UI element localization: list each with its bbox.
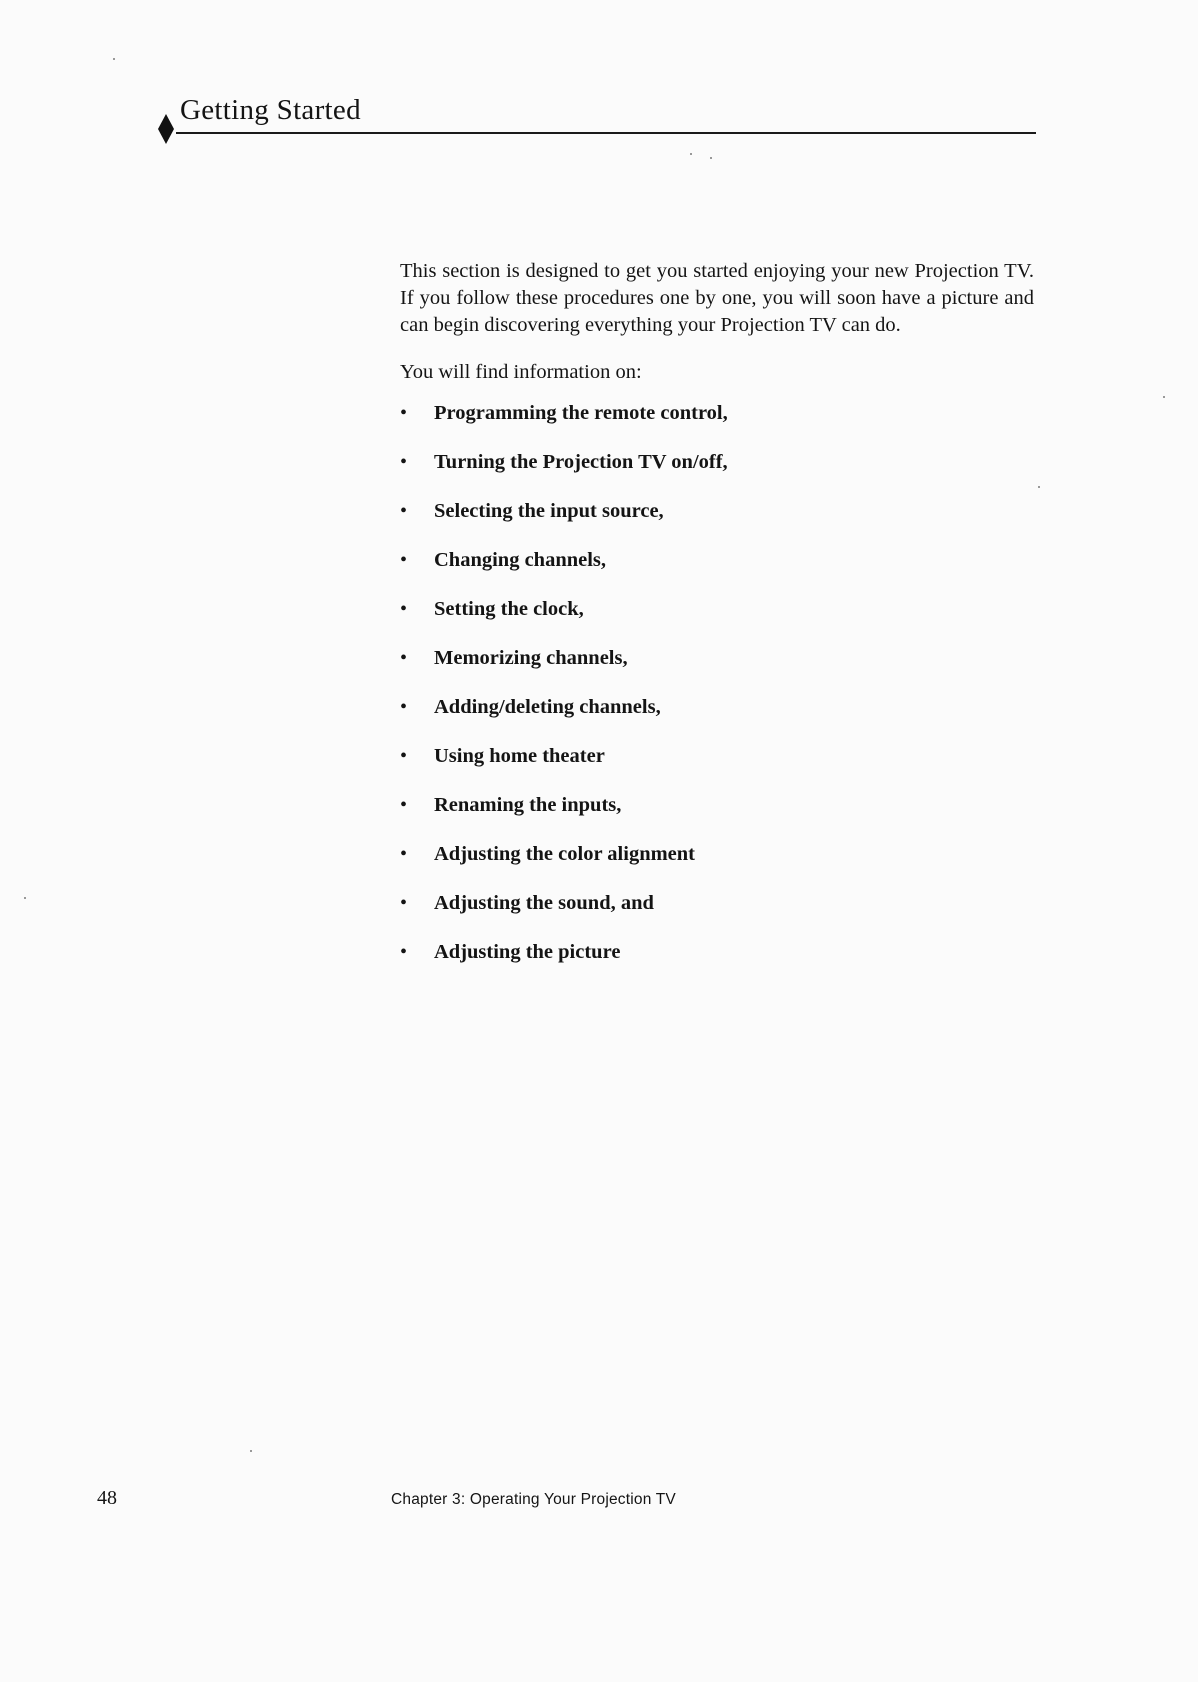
section-header (158, 92, 1036, 152)
bullet-icon: • (400, 941, 408, 963)
list-lead-in: You will find information on: (400, 361, 642, 383)
topic-label: Programming the remote control, (434, 402, 728, 424)
list-item (400, 498, 1034, 547)
section-body (400, 258, 1034, 988)
bullet-icon: • (400, 451, 408, 473)
bullet-icon: • (400, 598, 408, 620)
list-item (400, 939, 1034, 988)
topic-label: Changing channels, (434, 549, 607, 571)
scan-speck (710, 157, 712, 159)
list-item (400, 547, 1034, 596)
topic-label: Setting the clock, (434, 598, 584, 620)
diamond-icon (158, 114, 174, 144)
scan-speck (1038, 486, 1040, 488)
scan-speck (24, 897, 26, 899)
list-item (400, 841, 1034, 890)
topic-label: Adjusting the color alignment (434, 843, 696, 865)
bullet-icon: • (400, 402, 408, 424)
list-item (400, 743, 1034, 792)
topic-label: Adjusting the sound, and (434, 892, 654, 914)
list-item (400, 596, 1034, 645)
topic-label: Adjusting the picture (434, 941, 621, 963)
bullet-icon: • (400, 696, 408, 718)
topic-label: Renaming the inputs, (434, 794, 622, 816)
bullet-icon: • (400, 794, 408, 816)
list-item (400, 792, 1034, 841)
topic-label: Selecting the input source, (434, 500, 664, 522)
list-item (400, 400, 1034, 449)
header-rule (176, 132, 1036, 134)
bullet-icon: • (400, 549, 408, 571)
bullet-icon: • (400, 843, 408, 865)
bullet-icon: • (400, 745, 408, 767)
list-item (400, 694, 1034, 743)
scan-speck (113, 58, 115, 60)
bullet-icon: • (400, 647, 408, 669)
scan-speck (250, 1450, 252, 1452)
topic-label: Using home theater (434, 745, 605, 767)
list-item (400, 449, 1034, 498)
scan-speck (1163, 396, 1165, 398)
topic-label: Memorizing channels, (434, 647, 628, 669)
bullet-icon: • (400, 500, 408, 522)
footer-chapter-title: Chapter 3: Operating Your Projection TV (391, 1491, 676, 1508)
topic-label: Adding/deleting channels, (434, 696, 661, 718)
bullet-icon: • (400, 892, 408, 914)
topic-label: Turning the Projection TV on/off, (434, 451, 728, 473)
list-item (400, 890, 1034, 939)
page-number: 48 (97, 1487, 117, 1509)
intro-paragraph: This section is designed to get you started enjoying your new Projection TV. If you follow these procedures one by one, you will soon have a picture and can begin discovering everything your Projection TV can do. (400, 260, 1034, 336)
scan-speck (690, 153, 692, 155)
list-item (400, 645, 1034, 694)
section-title: Getting Started (180, 94, 361, 126)
topic-list (400, 400, 1034, 988)
